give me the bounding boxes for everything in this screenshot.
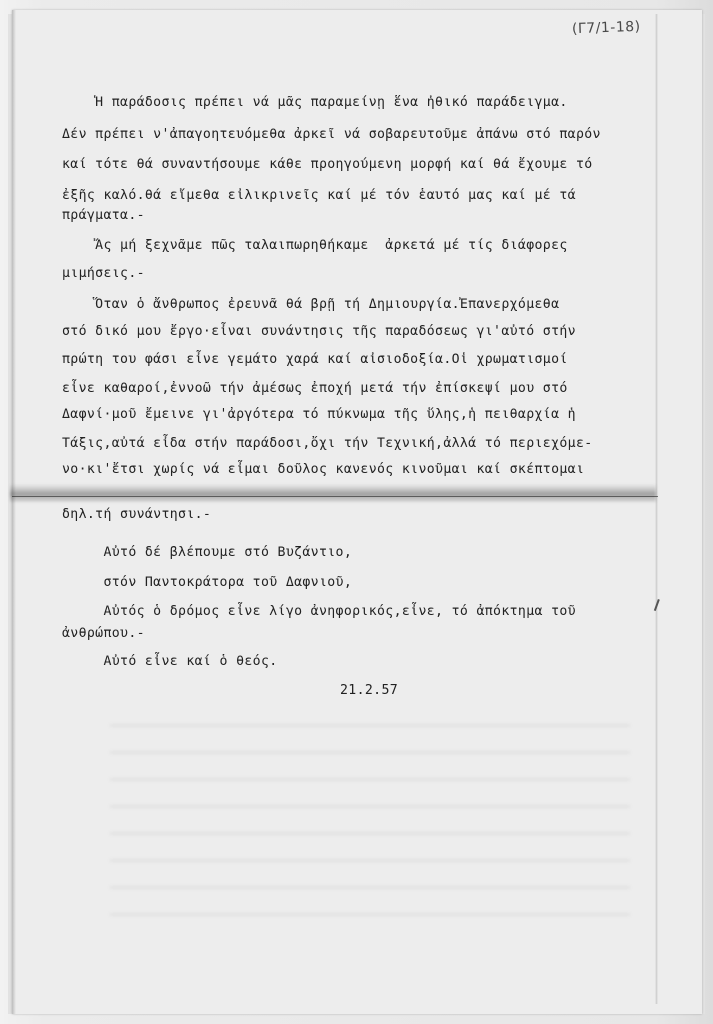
text-line: δηλ.τή συνάντησι.-	[62, 507, 212, 522]
smudged-line	[10, 484, 656, 502]
text-line: καί τότε θά συναντήσουμε κάθε προηγούμενη μορφή καί θά ἔχουμε τό	[62, 157, 593, 172]
text-line: Τάξις,αὐτά εἶδα στήν παράδοσι,ὄχι τήν Τεχνική,ἀλλά τό περιεχόμε-	[62, 436, 593, 451]
text-line: εἶνε καθαροί,ἐννοῶ τήν ἀμέσως ἐποχή μετά τήν ἐπίσκεψί μου στό	[62, 381, 568, 396]
text-line: Ὅταν ὁ ἄνθρωπος ἐρευνᾶ θά βρῇ τή Δημιουργία.Ἐπανερχόμεθα	[62, 297, 560, 312]
text-line: στόν Παντοκράτορα τοῦ Δαφνιοῦ,	[62, 575, 353, 590]
text-line: ἀνθρώπου.-	[62, 626, 145, 641]
text-line: Αὐτό δέ βλέπουμε στό Βυζάντιο,	[62, 545, 353, 560]
text-line: Δαφνί·μοῦ ἔμεινε γι'ἀργότερα τό πύκνωμα τῆς ὕλης,ἡ πειθαρχία ἡ	[62, 407, 576, 422]
page-left-shadow	[12, 10, 16, 1014]
archive-reference-mark: (Γ7/1-18)	[571, 18, 641, 38]
text-line: Αὐτό εἶνε καί ὁ θεός.	[62, 654, 278, 669]
page-right-crease	[655, 14, 658, 1004]
text-line: Δέν πρέπει ν'ἀπαγοητευόμεθα ἀρκεῖ νά σοβαρευτοῦμε ἀπάνω στό παρόν	[62, 127, 601, 142]
text-line: Ἡ παράδοσις πρέπει νά μᾶς παραμείνῃ ἕνα ἠθικό παράδειγμα.	[62, 95, 568, 110]
text-line: μιμήσεις.-	[62, 266, 145, 281]
text-line: ἐξῆς καλό.θά εἴμεθα εἰλικρινεῖς καί μέ τόν ἑαυτό μας καί μέ τά	[62, 188, 576, 203]
text-line: πρώτη του φάσι εἶνε γεμάτο χαρά καί αἰσιοδοξία.Οἱ χρωματισμοί	[62, 352, 568, 367]
photocopy-fold-line	[12, 496, 658, 497]
document-date: 21.2.57	[340, 683, 399, 698]
text-line: Αὐτός ὁ δρόμος εἶνε λίγο ἀνηφορικός,εἶνε, τό ἀπόκτημα τοῦ	[62, 604, 576, 619]
text-line: νο·κι'ἔτσι χωρίς νά εἶμαι δοῦλος κανενός κινοῦμαι καί σκέπτομαι	[62, 462, 585, 477]
text-line: Ἄς μή ξεχνᾶμε πῶς ταλαιπωρηθήκαμε ἀρκετά μέ τίς διάφορες	[62, 238, 568, 253]
show-through-text	[110, 700, 630, 930]
text-line: στό δικό μου ἔργο·εἶναι συνάντησις τῆς παραδόσεως γι'αὐτό στήν	[62, 324, 576, 339]
text-line: πράγματα.-	[62, 208, 145, 223]
